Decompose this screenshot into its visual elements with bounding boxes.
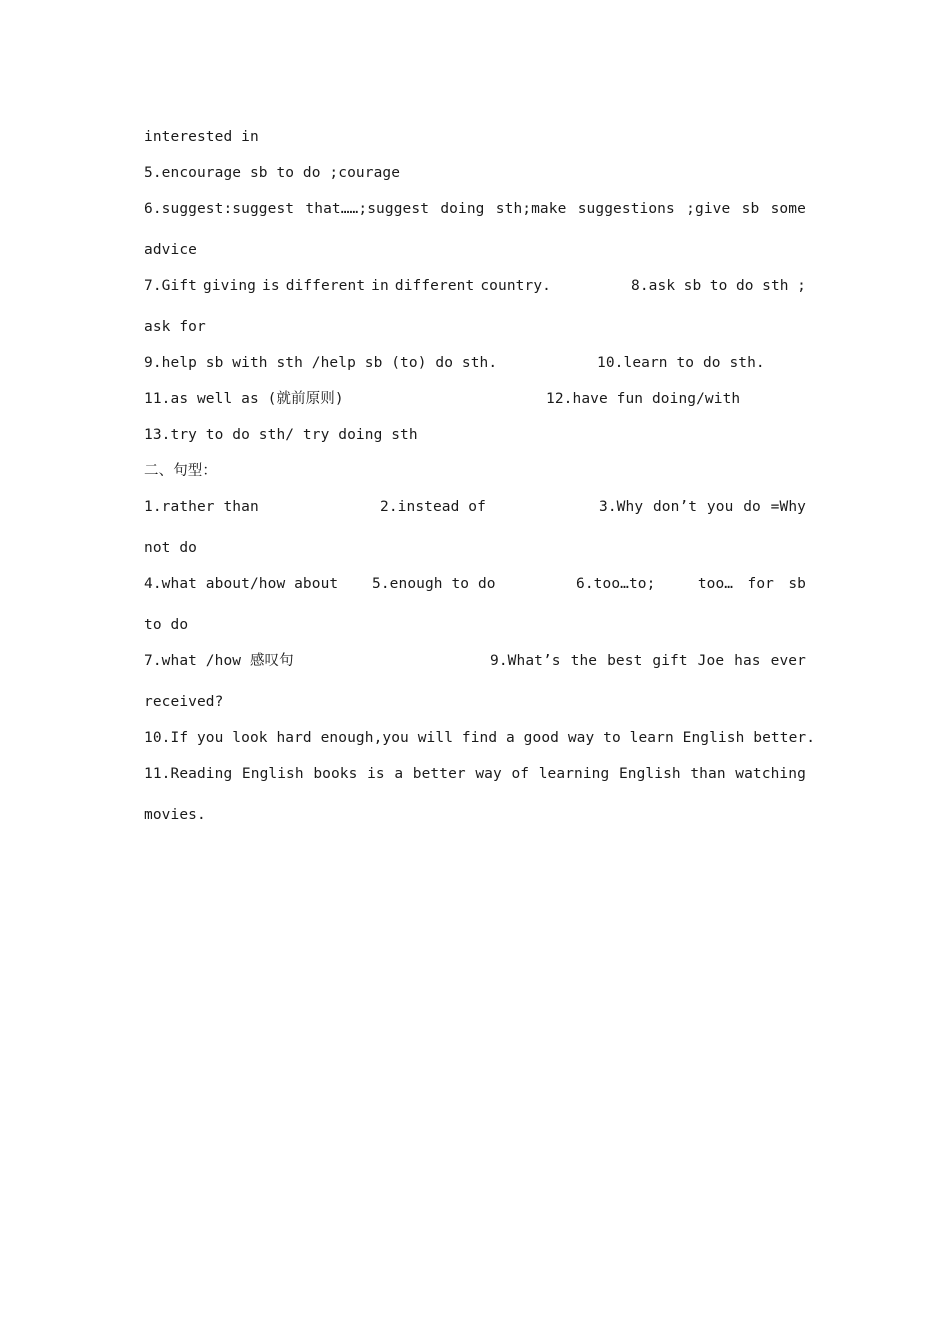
word: =Why — [770, 499, 806, 515]
word: ; — [797, 278, 806, 294]
pattern-7: 7.what /how 感叹句 — [144, 653, 294, 669]
word: don’t — [652, 499, 698, 515]
word: has — [734, 653, 761, 669]
word: best — [607, 653, 643, 669]
text-line: not do — [144, 540, 197, 556]
word: country. — [480, 278, 551, 294]
word: 3.Why — [599, 499, 644, 515]
word: better — [412, 766, 466, 782]
word: doing — [440, 201, 485, 217]
word: do — [735, 278, 754, 294]
word: you — [706, 499, 734, 515]
word: watching — [735, 766, 806, 782]
pattern-9 — [490, 652, 806, 670]
text-line: movies. — [144, 807, 206, 823]
word: sb — [683, 278, 702, 294]
word: books — [313, 766, 358, 782]
word: a — [394, 766, 404, 782]
text-line: 10.If you look hard enough,you will find a good way to learn English better. — [144, 730, 816, 746]
word: giving — [203, 278, 256, 294]
word: ;give — [686, 201, 731, 217]
word: of — [511, 766, 530, 782]
word: that……;suggest — [305, 201, 430, 217]
word: do — [743, 499, 761, 515]
text-line: to do — [144, 617, 189, 633]
word: different — [394, 278, 475, 294]
word: is — [367, 766, 385, 782]
pattern-3 — [599, 498, 806, 516]
word: 7.Gift — [144, 278, 197, 294]
word: 9.What’s — [490, 653, 561, 669]
text-line: received? — [144, 694, 224, 710]
pattern-6 — [576, 575, 806, 593]
pattern-5: 5.enough to do — [372, 576, 496, 592]
pattern-4: 4.what about/how about — [144, 576, 339, 592]
text-line: ask for — [144, 319, 206, 335]
item-9: 9.help sb with sth /help sb (to) do sth. — [144, 355, 498, 371]
item-10: 10.learn to do sth. — [597, 355, 765, 371]
word: ever — [770, 653, 806, 669]
word: sb — [788, 576, 806, 592]
item-8 — [631, 277, 806, 295]
word: 6.suggest:suggest — [144, 201, 295, 217]
word: 6.too…to; — [576, 576, 656, 592]
pattern-1: 1.rather than — [144, 499, 259, 515]
word: in — [371, 278, 389, 294]
word: than — [690, 766, 726, 782]
word: Joe — [697, 653, 725, 669]
word: too… — [697, 576, 734, 592]
word: sth;make — [495, 201, 567, 217]
word: sth — [762, 278, 789, 294]
word: different — [285, 278, 366, 294]
text-line-justified — [144, 200, 806, 218]
section-heading: 二、句型： — [144, 463, 217, 479]
item-12: 12.have fun doing/with — [546, 391, 741, 407]
word: learning — [538, 766, 610, 782]
pattern-2: 2.instead of — [380, 499, 486, 515]
item-11: 11.as well as (就前原则) — [144, 391, 344, 407]
word: suggestions — [577, 201, 675, 217]
word: way — [475, 766, 502, 782]
text-line: 13.try to do sth/ try doing sth — [144, 427, 418, 443]
item-7 — [144, 277, 551, 295]
text-line: 5.encourage sb to do ;courage — [144, 165, 401, 181]
word: the — [570, 653, 598, 669]
word: gift — [652, 653, 688, 669]
word: English — [241, 766, 304, 782]
word: to — [709, 278, 728, 294]
word: some — [770, 201, 806, 217]
word: 8.ask — [631, 278, 676, 294]
text-line: advice — [144, 242, 197, 258]
text-line-justified — [144, 765, 806, 783]
word: English — [618, 766, 681, 782]
word: sb — [741, 201, 760, 217]
word: for — [747, 576, 774, 592]
word: is — [262, 278, 280, 294]
word: 11.Reading — [144, 766, 233, 782]
text-line: interested in — [144, 129, 259, 145]
